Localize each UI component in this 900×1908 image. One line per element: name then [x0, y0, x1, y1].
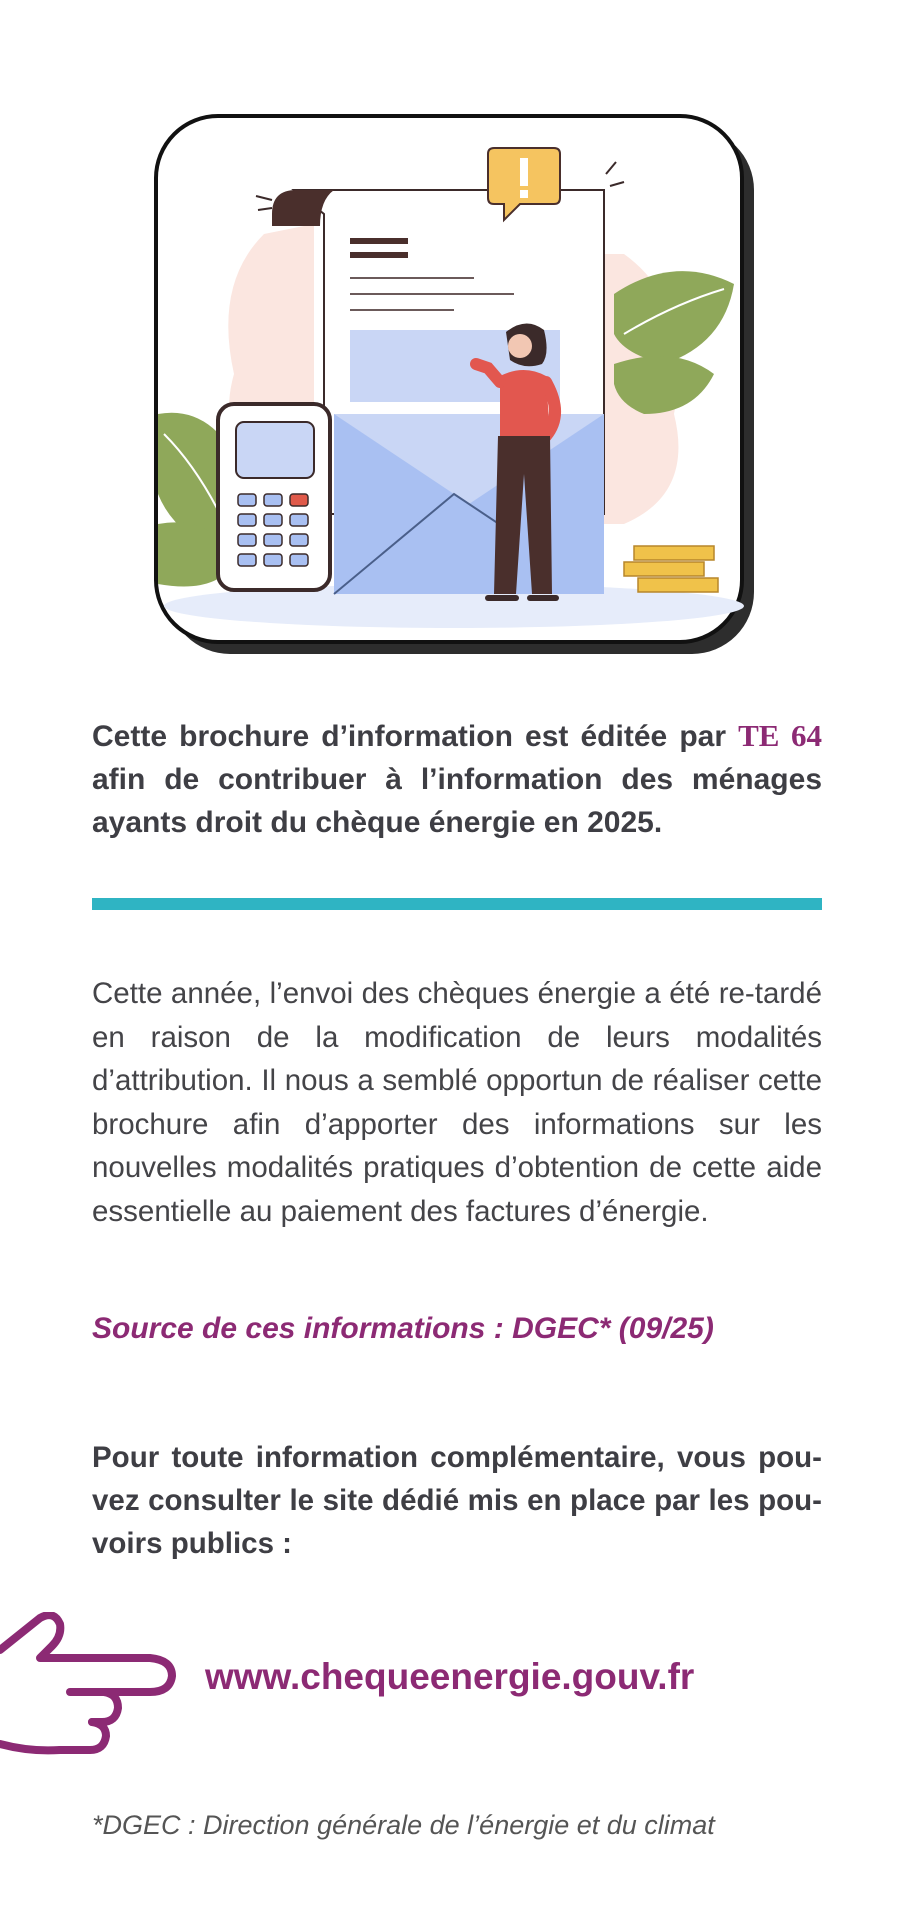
publisher-brand: TE 64 [738, 718, 823, 753]
energy-bill-illustration [154, 114, 760, 660]
intro-text-start: Cette brochure d’information est éditée par [92, 720, 739, 753]
cheque-energie-website-link[interactable]: www.chequeenergie.gouv.fr [205, 1656, 695, 1697]
intro-text-end: afin de contribuer à l’information des ménages ayants droit du chèque énergie en 2025. [92, 763, 822, 839]
context-paragraph: Cette année, l’envoi des chèques énergie a été re-tardé en raison de la modification de leurs modalités d’attribution. Il nous a semblé opportun de réaliser cette brochure afin d’apporter des informations sur les nouvelles modalités pratiques d’obtention de cette aide essentielle au paiement des factures d’énergie. [92, 977, 822, 1228]
more-info-paragraph: Pour toute information complémentaire, vous pou-vez consulter le site dédié mis en place par les pou-voirs publics : [92, 1441, 822, 1560]
source-note: Source de ces informations : DGEC* (09/25) [92, 1312, 714, 1345]
intro-paragraph [92, 714, 822, 844]
dgec-footnote: *DGEC : Direction générale de l’énergie et du climat [92, 1810, 715, 1840]
pointing-hand-icon [0, 1612, 180, 1762]
section-divider [92, 898, 822, 910]
